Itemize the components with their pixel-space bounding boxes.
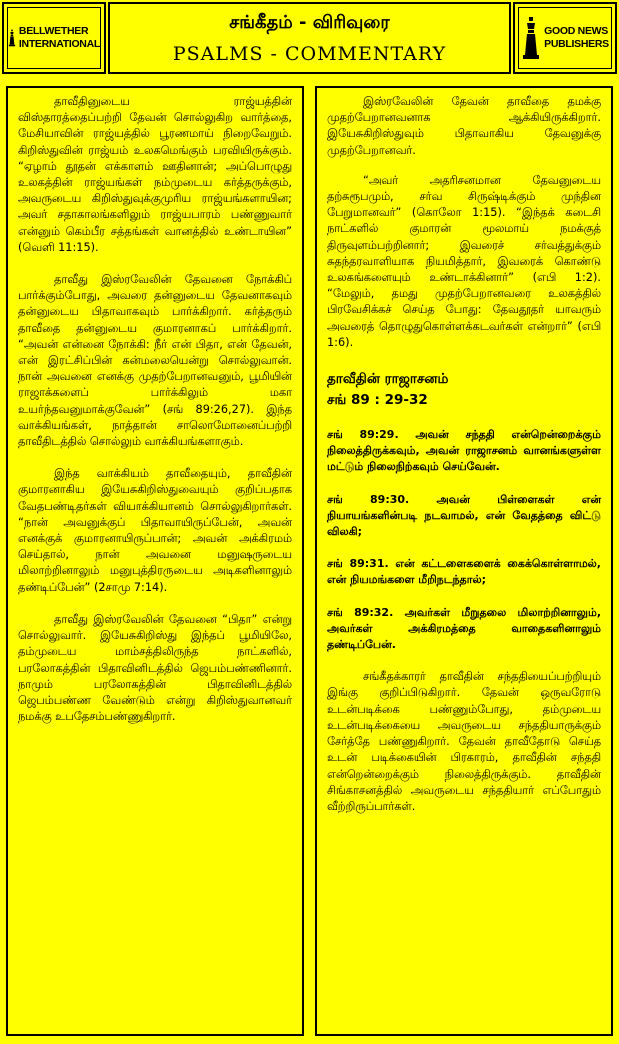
good-news-logo-text <box>544 25 609 51</box>
paragraph: தாவீது இஸ்ரவேலின் தேவனை நோக்கிப் பார்க்கும்போது, அவரை தன்னுடைய தேவனாகவும் தன்னுடைய பிதாவாகவும் பார்க்கிறார். கர்த்தரும் தாவீதை தன்னுடைய குமாரனாகப் பார்க்கிறார். “அவன் என்னை நோக்கி: நீர் என் பிதா, என் தேவன், என் இரட்சிப்பின் கன்மலையென்று சொல்லுவான். நான் அவனை எனக்கு முதற்பேறானவனும், பூமியின் ராஜாக்களைப் பார்க்கிலும் மகா உயர்ந்தவனுமாக்குவேன்” (சங் 89:26,27). இந்த வாக்கியங்கள், நாத்தான் சாலொமோனைப்பற்றி தாவீதிடத்தில் சொல்லும் வாக்கியங்களாகும். <box>18 273 292 449</box>
bellwether-logo <box>7 7 101 69</box>
tower-icon <box>521 15 541 61</box>
paragraph: இஸ்ரவேலின் தேவன் தாவீதை தமக்கு முதற்பேறானவனாக ஆக்கியிருக்கிறார். இயேசுகிறிஸ்துவும் பிதாவாகிய தேவனுக்கு முதற்பேறானவர். <box>327 95 601 157</box>
section-heading <box>327 369 601 411</box>
verse: சங் 89:29. அவன் சந்ததி என்றென்றைக்கும் நிலைத்திருக்கவும், அவன் ராஜாசனம் வானங்களுள்ள மட்டும் நிலைநிற்கவும் செய்வேன். <box>327 428 601 474</box>
logo-line-1: GOOD NEWS <box>544 25 608 37</box>
paragraph: சங்கீதக்காரர் தாவீதின் சந்ததியைப்பற்றியும் இங்கு குறிப்பிடுகிறார். தேவன் ஒருவரோடு உடன்படிக்கை பண்ணும்போது, தம்முடைய உடன்படிக்கையை அவருடைய சந்ததியாருக்கும் சேர்த்தே பண்ணுகிறார். தேவன் தாவீதோடு செய்த உடன் படிக்கையின் பிரகாரம், தாவீதின் சந்ததி என்றென்றைக்கும் நிலைத்திருக்கும். தாவீதின் சிங்காசனத்தில் அவருடைய சந்ததியார் எப்போதும் வீற்றிருப்பார்கள். <box>327 670 601 813</box>
logo-line-2: PUBLISHERS <box>544 38 609 50</box>
logo-line-2: INTERNATIONAL <box>18 38 100 50</box>
title-english: PSALMS - COMMENTARY <box>172 43 447 65</box>
title-box <box>108 2 511 74</box>
page-header <box>0 0 619 76</box>
paragraph: இந்த வாக்கியம் தாவீதையும், தாவீதின் குமாரனாகிய இயேசுகிறிஸ்துவையும் குறிப்பதாக வேதபண்டிதர்கள் வியாக்கியானம் சொல்லுகிறார்கள். “நான் அவனுக்குப் பிதாவாயிருப்பேன், அவன் எனக்குக் குமாரனாயிருப்பான்; அவன் அக்கிரமம் செய்தால், நான் அவனை மனுஷருடைய மிலாற்றினாலும் மனுபுத்திரருடைய அடிகளினாலும் தண்டிப்பேன்” (2சாமு 7:14). <box>18 467 292 594</box>
section-heading-reference: சங் 89 : 29-32 <box>327 392 428 409</box>
tower-icon <box>8 15 16 61</box>
good-news-logo <box>518 7 612 69</box>
verse: சங் 89:32. அவர்கள் மீறுதலை மிலாற்றினாலும், அவர்கள் அக்கிரமத்தை வாதைகளினாலும் தண்டிப்பேன். <box>327 605 601 652</box>
bellwether-logo-box <box>2 2 106 74</box>
right-column <box>315 86 613 1036</box>
verse: சங் 89:31. என் கட்டளைகளைக் கைக்கொள்ளாமல், என் நியமங்களை மீறிநடந்தால்; <box>327 557 601 587</box>
paragraph: தாவீது இஸ்ரவேலின் தேவனை “பிதா” என்று சொல்லுவார். இயேசுகிறிஸ்து இந்தப் பூமியிலே, தம்முடைய மாம்சத்திலிருந்த நாட்களில், பரலோகத்தின் பிதாவினிடத்தில் ஜெபம்பண்ணினார். நாமும் பரலோகத்தின் பிதாவினிடத்தில் ஜெபம்பண்ண வேண்டும் என்று கிறிஸ்துவானவர் நமக்கு உபதேசம்பண்ணுகிறார். <box>18 612 292 724</box>
logo-line-1: BELLWETHER <box>18 25 89 37</box>
paragraph: “அவர் அதரிசனமான தேவனுடைய தற்சுரூபமும், சர்வ சிருஷ்டிக்கும் முந்தின பேறுமானவர்” (கொலோ 1:15). “இந்தக் கடைசி நாட்களில் குமாரன் மூலமாய் நமக்குத் திருவுளம்பற்றினார்; இவரைச் சர்வத்துக்கும் சுதந்தரவாளியாக நியமித்தார், இவரைக் கொண்டு உலகங்களையும் உண்டாக்கினார்” (எபி 1:2). “மேலும், தமது முதற்பேறானவரை உலகத்தில் பிரவேசிக்கச் செய்த போது: தேவதூதர் யாவரும் அவரைத் தொழுதுகொள்ளக்கடவர்கள் என்றார்” (எபி 1:6). <box>327 173 601 349</box>
left-column <box>6 86 304 1036</box>
good-news-logo-box <box>513 2 617 74</box>
bellwether-logo-text <box>19 25 100 51</box>
section-heading-title: தாவீதின் ராஜாசனம் <box>327 371 449 388</box>
title-tamil: சங்கீதம் - விரிவுரை <box>229 12 390 33</box>
paragraph: தாவீதினுடைய ராஜ்யத்தின் விஸ்தாரத்தைப்பற்றி தேவன் சொல்லுகிற வார்த்தை, மேசியாவின் ராஜ்யத்தில் பூரணமாய் நிறைவேறும். கிறிஸ்துவின் ராஜ்யம் உலகமெங்கும் பரவியிருக்கும். “ஏழாம் தூதன் எக்காளம் ஊதினான்; அப்பொழுது உலகத்தின் ராஜ்யங்கள் நம்முடைய கர்த்தருக்கும், அவருடைய கிறிஸ்துவுக்குமுரிய ராஜ்யங்களாயின; அவர் சதாகாலங்களிலும் ராஜ்யபாரம் பண்ணுவார் என்னும் கெம்பீர சத்தங்கள் வானத்தில் உண்டாயின” (வெளி 11:15). <box>18 95 292 254</box>
verse: சங் 89:30. அவன் பிள்ளைகள் என் நியாயங்களின்படி நடவாமல், என் வேதத்தை விட்டு விலகி; <box>327 492 601 539</box>
